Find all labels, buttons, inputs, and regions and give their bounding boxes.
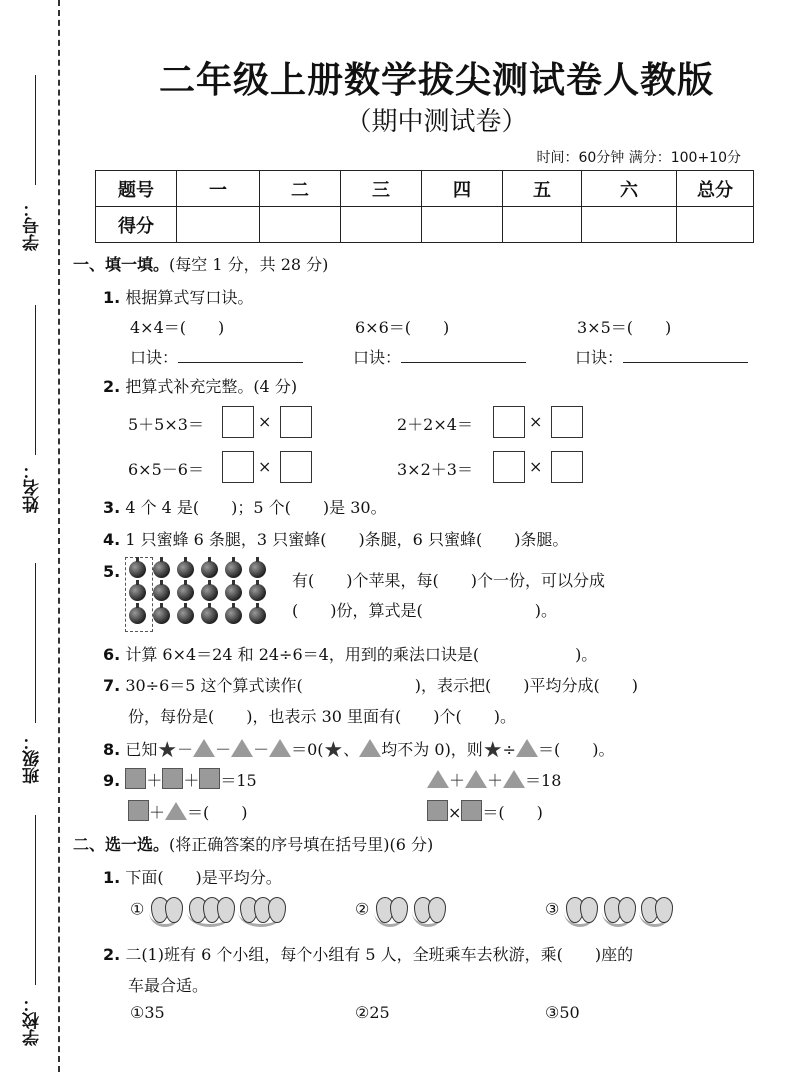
- star-icon: ★: [482, 738, 503, 763]
- q1-koujue-1: 口诀：: [130, 345, 303, 368]
- q6-text: 计算 6×4＝24 和 24÷6＝4，用到的乘法口诀是( )。: [125, 645, 598, 664]
- apple-icon: [129, 584, 146, 601]
- apple-grid-image: [125, 557, 280, 632]
- q4: [103, 527, 568, 550]
- apple-icon: [225, 561, 242, 578]
- section1-note: (每空 1 分，共 28 分): [169, 255, 329, 274]
- apple-icon: [249, 607, 266, 624]
- score-header-cell: 三: [341, 171, 422, 207]
- q4-text: 1 只蜜蜂 6 条腿，3 只蜜蜂( )条腿，6 只蜜蜂( )条腿。: [125, 530, 569, 549]
- triangle-icon: [465, 770, 487, 788]
- q6-number: 6.: [103, 645, 121, 664]
- answer-box[interactable]: [493, 451, 525, 483]
- q2-expr-1: 5＋5×3＝: [128, 415, 204, 434]
- q1-expr-2: 6×6＝( ): [355, 318, 450, 337]
- answer-box[interactable]: [280, 406, 312, 438]
- q3-text: 4 个 4 是( )；5 个( )是 30。: [125, 498, 387, 517]
- times-sign: ×: [529, 412, 543, 431]
- triangle-icon: [231, 739, 253, 757]
- banji-fill-line[interactable]: [35, 563, 36, 723]
- section1-heading: [73, 252, 328, 275]
- q7-number: 7.: [103, 676, 121, 695]
- apple-icon: [153, 561, 170, 578]
- answer-box[interactable]: [493, 406, 525, 438]
- q2-expr-4: 3×2＋3＝: [397, 460, 473, 479]
- score-table: [95, 170, 754, 243]
- score-header-cell: 二: [260, 171, 341, 207]
- xingming-label: 姓名：: [23, 462, 43, 513]
- s2q1-stem: [103, 865, 282, 888]
- minus-sign: －: [215, 740, 232, 759]
- q1-number: 1.: [103, 288, 121, 307]
- times-sign: ×: [258, 412, 272, 431]
- times-sign: ×: [258, 457, 272, 476]
- q8: [103, 737, 614, 763]
- q8-text-part: ＝( )。: [537, 740, 615, 759]
- score-header-cell: 六: [582, 171, 677, 207]
- q2-text: 把算式补充完整。(4 分): [125, 377, 298, 396]
- divide-sign: ÷: [502, 740, 516, 759]
- square-icon: [162, 768, 183, 789]
- s2q2-line1: [103, 942, 633, 965]
- triangle-icon: [359, 739, 381, 757]
- answer-box[interactable]: [280, 451, 312, 483]
- score-cell[interactable]: [422, 207, 503, 243]
- xuexiao-fill-line[interactable]: [35, 815, 36, 985]
- s2q1-number: 1.: [103, 868, 121, 887]
- answer-box[interactable]: [222, 406, 254, 438]
- square-icon: [125, 768, 146, 789]
- q2-expr-3: 6×5－6＝: [128, 460, 204, 479]
- s2q2-number: 2.: [103, 945, 121, 964]
- q7-line2: 份，每份是( )，也表示 30 里面有( )个( )。: [128, 707, 516, 726]
- square-icon: [128, 800, 149, 821]
- q1-stem: [103, 285, 253, 308]
- q1-expr-3: 3×5＝( ): [577, 318, 672, 337]
- s2q2-option-3[interactable]: ③50: [545, 1003, 580, 1022]
- q4-number: 4.: [103, 530, 121, 549]
- q9-row1-left: 9. ＋ ＋ ＝15: [103, 768, 257, 791]
- section2-heading: [73, 832, 433, 855]
- apple-icon: [201, 561, 218, 578]
- q8-text-part: 已知: [125, 740, 158, 759]
- apple-icon: [129, 561, 146, 578]
- star-icon: ★: [157, 738, 178, 763]
- pear-plate-icon: [374, 897, 406, 927]
- s2q2-text: 二(1)班有 6 个小组，每个小组有 5 人，全班乘车去秋游，乘( )座的: [125, 945, 634, 964]
- triangle-icon: [516, 739, 538, 757]
- answer-line[interactable]: [401, 348, 526, 363]
- section2-note: (将正确答案的序号填在括号里)(6 分): [169, 835, 434, 854]
- pear-plate-icon: [149, 897, 181, 927]
- xuehao-label: 学号：: [23, 200, 43, 251]
- q8-text-part: 、: [343, 740, 360, 759]
- s2q2-option-2[interactable]: ②25: [355, 1003, 390, 1022]
- q5-number: 5.: [103, 562, 121, 581]
- answer-box[interactable]: [551, 451, 583, 483]
- q7-text: 30÷6＝5 这个算式读作( )，表示把( )平均分成( ): [125, 676, 638, 695]
- pear-plate-icon: [602, 897, 634, 927]
- q9-row1-right: ＋ ＋ ＝18: [427, 768, 561, 791]
- score-cell[interactable]: [582, 207, 677, 243]
- score-header-cell: 四: [422, 171, 503, 207]
- s2q2-option-1[interactable]: ①35: [130, 1003, 165, 1022]
- q8-text-part: ＝0(: [291, 740, 324, 759]
- apple-icon: [249, 584, 266, 601]
- apple-icon: [153, 607, 170, 624]
- triangle-icon: [427, 770, 449, 788]
- pear-plate-icon: [238, 897, 284, 927]
- square-icon: [427, 800, 448, 821]
- q6: [103, 642, 597, 665]
- s2q1-option-1[interactable]: ①: [130, 897, 284, 927]
- q2-number: 2.: [103, 377, 121, 396]
- score-cell[interactable]: [677, 207, 754, 243]
- triangle-icon: [503, 770, 525, 788]
- s2q2-line2: 车最合适。: [128, 976, 209, 995]
- apple-icon: [249, 561, 266, 578]
- s2q1-option-3[interactable]: ③: [545, 897, 671, 927]
- q1-koujue-3: 口诀：: [575, 345, 748, 368]
- q8-number: 8.: [103, 740, 121, 759]
- score-row-label: 得分: [96, 207, 177, 243]
- pear-plate-icon: [639, 897, 671, 927]
- q2-expr-2: 2＋2×4＝: [397, 415, 473, 434]
- q1-koujue-2: 口诀：: [353, 345, 526, 368]
- apple-icon: [201, 584, 218, 601]
- s2q1-text: 下面( )是平均分。: [125, 868, 282, 887]
- score-header-cell: 总分: [677, 171, 754, 207]
- apple-icon: [153, 584, 170, 601]
- xuexiao-label: 学校：: [23, 995, 43, 1046]
- time-info: 时间：60分钟 满分：100+10分: [536, 150, 741, 166]
- score-header-cell: 题号: [96, 171, 177, 207]
- pear-plate-icon: [187, 897, 233, 927]
- square-icon: [199, 768, 220, 789]
- apple-icon: [225, 584, 242, 601]
- minus-sign: －: [253, 740, 270, 759]
- q5-line1: 有( )个苹果，每( )个一份，可以分成: [292, 571, 605, 590]
- q8-text-part: 均不为 0)，则: [381, 740, 483, 759]
- score-header-cell: 一: [177, 171, 260, 207]
- page-title: 二年级上册数学拔尖测试卷人教版: [158, 60, 714, 101]
- page-subtitle: （期中测试卷）: [345, 107, 528, 137]
- apple-icon: [177, 561, 194, 578]
- answer-box[interactable]: [222, 451, 254, 483]
- q9-number: 9.: [103, 771, 121, 790]
- s2q1-option-2[interactable]: ②: [355, 897, 444, 927]
- score-cell[interactable]: [177, 207, 260, 243]
- apple-icon: [225, 607, 242, 624]
- q3-number: 3.: [103, 498, 121, 517]
- triangle-icon: [269, 739, 291, 757]
- square-icon: [461, 800, 482, 821]
- q9-row2-right: × ＝( ): [427, 800, 543, 823]
- apple-icon: [177, 607, 194, 624]
- star-icon: ★: [323, 738, 344, 763]
- q2-stem: [103, 374, 297, 397]
- minus-sign: －: [177, 740, 194, 759]
- section2-title: 二、选一选。: [73, 835, 170, 854]
- score-header-cell: 五: [503, 171, 582, 207]
- q3: [103, 495, 387, 518]
- section1-title: 一、填一填。: [73, 255, 170, 274]
- answer-box[interactable]: [551, 406, 583, 438]
- q9-row2-left: ＋ ＝( ): [128, 800, 248, 823]
- answer-line[interactable]: [623, 348, 748, 363]
- banji-label: 班级：: [23, 733, 43, 784]
- score-cell[interactable]: [260, 207, 341, 243]
- pear-plate-icon: [564, 897, 596, 927]
- apple-icon: [177, 584, 194, 601]
- q7-line1: [103, 673, 638, 696]
- q1-text: 根据算式写口诀。: [125, 288, 254, 307]
- triangle-icon: [165, 802, 187, 820]
- apple-icon: [201, 607, 218, 624]
- q1-expr-1: 4×4＝( ): [130, 318, 225, 337]
- triangle-icon: [193, 739, 215, 757]
- binding-dashed-line: [58, 0, 60, 1072]
- times-sign: ×: [529, 457, 543, 476]
- apple-icon: [129, 607, 146, 624]
- score-cell[interactable]: [341, 207, 422, 243]
- pear-plate-icon: [412, 897, 444, 927]
- q5-line2: ( )份，算式是( )。: [292, 601, 557, 620]
- score-cell[interactable]: [503, 207, 582, 243]
- xuehao-fill-line[interactable]: [35, 75, 36, 185]
- answer-line[interactable]: [178, 348, 303, 363]
- xingming-fill-line[interactable]: [35, 305, 36, 455]
